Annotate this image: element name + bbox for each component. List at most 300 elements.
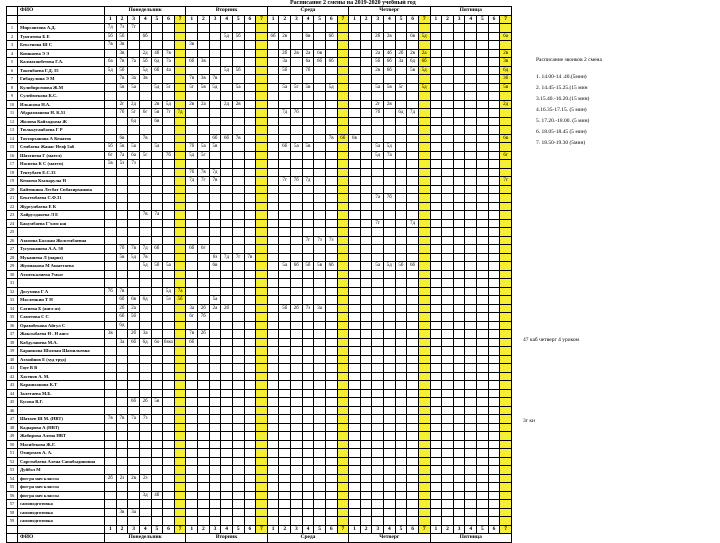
lesson-cell <box>407 287 419 296</box>
lesson-cell <box>430 466 442 475</box>
lesson-cell <box>442 92 454 101</box>
lesson-cell <box>163 219 175 228</box>
lesson-cell <box>372 500 384 509</box>
lesson-cell <box>116 194 128 203</box>
lesson-cell <box>453 236 465 245</box>
lesson-cell <box>442 143 454 152</box>
lesson-cell <box>267 457 279 466</box>
lesson-cell <box>349 457 361 466</box>
row-number: 54 <box>7 474 18 483</box>
teacher-row <box>7 160 512 169</box>
lesson-cell <box>384 398 396 407</box>
lesson-cell: 7г <box>198 177 210 186</box>
lesson-cell <box>477 270 489 279</box>
lesson-cell <box>151 457 163 466</box>
lesson-cell <box>116 355 128 364</box>
lesson-cell <box>314 194 326 203</box>
lesson-cell <box>221 347 233 356</box>
lesson-cell <box>174 313 186 322</box>
teacher-row <box>7 398 512 407</box>
lesson-cell <box>430 66 442 75</box>
lesson-cell <box>372 483 384 492</box>
lesson-cell <box>163 202 175 211</box>
lesson-cell <box>372 117 384 126</box>
lesson-cell <box>477 32 489 41</box>
lesson-cell <box>267 415 279 424</box>
lesson-cell <box>139 83 151 92</box>
row-number: 49 <box>7 432 18 441</box>
lesson-cell <box>349 219 361 228</box>
lesson-cell <box>384 338 396 347</box>
lesson-cell <box>116 262 128 271</box>
lesson-cell <box>291 75 303 84</box>
lesson-cell: 5б <box>105 143 117 152</box>
lesson-cell: 5б <box>279 304 291 313</box>
lesson-cell <box>360 58 372 67</box>
lesson-cell <box>477 177 489 186</box>
lesson-cell <box>128 355 140 364</box>
lesson-cell <box>116 372 128 381</box>
row-number: 22 <box>7 202 18 211</box>
lesson-cell <box>384 304 396 313</box>
lesson-cell <box>500 338 512 347</box>
lesson-cell <box>291 423 303 432</box>
lesson-cell <box>279 270 291 279</box>
lesson-cell <box>453 32 465 41</box>
lesson-cell <box>128 287 140 296</box>
lesson-cell <box>267 313 279 322</box>
lesson-cell <box>384 126 396 135</box>
lesson-cell <box>221 151 233 160</box>
lesson-cell <box>430 406 442 415</box>
lesson-cell <box>500 202 512 211</box>
row-number: 8 <box>7 83 18 92</box>
lesson-cell <box>314 185 326 194</box>
lesson-cell <box>221 117 233 126</box>
lesson-cell <box>325 338 337 347</box>
lesson-cell <box>442 219 454 228</box>
lesson-cell: 6а <box>128 151 140 160</box>
lesson-cell: 5д <box>372 151 384 160</box>
row-number: 44 <box>7 389 18 398</box>
lesson-cell <box>174 92 186 101</box>
lesson-cell <box>232 406 244 415</box>
lesson-cell <box>372 92 384 101</box>
lesson-cell <box>209 41 221 50</box>
bell-item: 7. 18.50-19.30 (5мин) <box>536 140 586 146</box>
lesson-cell <box>325 151 337 160</box>
lesson-cell <box>337 270 349 279</box>
lesson-cell <box>163 440 175 449</box>
lesson-cell <box>302 440 314 449</box>
lesson-cell <box>139 466 151 475</box>
lesson-cell <box>430 330 442 339</box>
lesson-cell <box>174 270 186 279</box>
lesson-cell <box>267 245 279 254</box>
lesson-cell <box>477 143 489 152</box>
lesson-cell <box>314 24 326 33</box>
lesson-cell <box>465 491 477 500</box>
lesson-cell <box>244 517 256 526</box>
lesson-cell <box>163 75 175 84</box>
lesson-cell <box>477 134 489 143</box>
lesson-cell <box>372 126 384 135</box>
lesson-cell <box>325 304 337 313</box>
lesson-cell <box>430 440 442 449</box>
lesson-cell <box>244 219 256 228</box>
lesson-cell <box>395 287 407 296</box>
lesson-cell <box>465 185 477 194</box>
lesson-cell: 6г <box>198 245 210 254</box>
lesson-cell <box>465 313 477 322</box>
lesson-cell: 6б <box>267 32 279 41</box>
lesson-cell <box>128 466 140 475</box>
lesson-cell <box>325 117 337 126</box>
lesson-cell <box>360 117 372 126</box>
teacher-name: Дуйбол М <box>18 466 105 475</box>
lesson-cell <box>186 508 198 517</box>
lesson-cell <box>279 160 291 169</box>
row-number: 28 <box>7 253 18 262</box>
lesson-cell <box>186 398 198 407</box>
lesson-cell <box>186 279 198 288</box>
lesson-cell <box>465 466 477 475</box>
lesson-cell <box>430 126 442 135</box>
lesson-cell <box>325 406 337 415</box>
lesson-cell <box>221 432 233 441</box>
lesson-cell <box>267 100 279 109</box>
lesson-cell: 2в <box>372 66 384 75</box>
lesson-cell <box>267 338 279 347</box>
lesson-cell <box>186 160 198 169</box>
lesson-cell <box>430 423 442 432</box>
lesson-cell <box>360 423 372 432</box>
lesson-cell <box>372 24 384 33</box>
lesson-cell <box>500 92 512 101</box>
lesson-cell <box>360 245 372 254</box>
lesson-cell <box>279 372 291 381</box>
lesson-cell <box>407 355 419 364</box>
teacher-name <box>18 279 105 288</box>
lesson-cell <box>430 508 442 517</box>
lesson-cell <box>256 92 268 101</box>
lesson-cell <box>418 466 430 475</box>
lesson-cell <box>337 177 349 186</box>
lesson-cell <box>139 313 151 322</box>
lesson-cell <box>360 92 372 101</box>
lesson-cell <box>221 406 233 415</box>
lesson-cell <box>337 109 349 118</box>
lesson-cell <box>465 177 477 186</box>
lesson-cell <box>384 432 396 441</box>
lesson-cell <box>314 83 326 92</box>
teacher-row <box>7 58 512 67</box>
lesson-cell <box>395 449 407 458</box>
lesson-cell <box>139 500 151 509</box>
lesson-cell <box>488 228 500 237</box>
lesson-cell <box>360 500 372 509</box>
lesson-cell: 7б <box>163 151 175 160</box>
lesson-cell <box>291 279 303 288</box>
lesson-cell <box>198 491 210 500</box>
lesson-cell: 7д <box>174 109 186 118</box>
row-number: 14 <box>7 134 18 143</box>
lesson-cell <box>302 270 314 279</box>
lesson-cell <box>442 347 454 356</box>
lesson-cell <box>139 202 151 211</box>
lesson-cell <box>186 66 198 75</box>
lesson-cell <box>442 66 454 75</box>
lesson-cell <box>151 415 163 424</box>
lesson-cell <box>105 389 117 398</box>
lesson-cell <box>174 500 186 509</box>
teacher-name: Жабирова Алена НВТ <box>18 432 105 441</box>
lesson-cell <box>395 364 407 373</box>
lesson-cell <box>453 202 465 211</box>
lesson-cell <box>384 364 396 373</box>
lesson-cell <box>291 245 303 254</box>
lesson-cell <box>209 364 221 373</box>
lesson-cell <box>465 245 477 254</box>
lesson-cell <box>221 355 233 364</box>
lesson-cell <box>337 92 349 101</box>
lesson-cell <box>360 66 372 75</box>
lesson-cell <box>128 491 140 500</box>
lesson-cell <box>209 457 221 466</box>
lesson-cell <box>488 24 500 33</box>
bottom-period: 6 <box>488 525 500 534</box>
lesson-cell <box>453 245 465 254</box>
lesson-cell <box>477 338 489 347</box>
lesson-cell <box>291 236 303 245</box>
bottom-period: 4 <box>465 525 477 534</box>
lesson-cell <box>477 202 489 211</box>
lesson-cell <box>418 457 430 466</box>
lesson-cell <box>442 415 454 424</box>
lesson-cell <box>488 364 500 373</box>
teacher-name: Бексенова Ш С <box>18 41 105 50</box>
lesson-cell <box>395 483 407 492</box>
lesson-cell <box>302 109 314 118</box>
lesson-cell: 7б <box>302 66 314 75</box>
lesson-cell <box>418 517 430 526</box>
lesson-cell <box>209 372 221 381</box>
lesson-cell <box>221 58 233 67</box>
lesson-cell <box>349 338 361 347</box>
lesson-cell <box>384 109 396 118</box>
lesson-cell <box>244 32 256 41</box>
lesson-cell <box>128 211 140 220</box>
lesson-cell <box>477 219 489 228</box>
lesson-cell <box>488 517 500 526</box>
lesson-cell <box>442 262 454 271</box>
lesson-cell <box>291 474 303 483</box>
lesson-cell <box>209 160 221 169</box>
lesson-cell <box>418 347 430 356</box>
teacher-name: Сагиева Б (англ яз) <box>18 304 105 313</box>
lesson-cell <box>279 457 291 466</box>
lesson-cell <box>407 211 419 220</box>
lesson-cell <box>477 440 489 449</box>
lesson-cell <box>453 109 465 118</box>
lesson-cell <box>453 24 465 33</box>
bottom-period: 7 <box>174 525 186 534</box>
lesson-cell <box>372 423 384 432</box>
lesson-cell <box>430 262 442 271</box>
lesson-cell <box>325 398 337 407</box>
teacher-name: Тунгатова Б Е <box>18 32 105 41</box>
lesson-cell <box>500 41 512 50</box>
lesson-cell <box>325 211 337 220</box>
lesson-cell <box>174 126 186 135</box>
lesson-cell <box>151 381 163 390</box>
lesson-cell <box>488 270 500 279</box>
lesson-cell <box>209 355 221 364</box>
lesson-cell <box>337 262 349 271</box>
lesson-cell <box>325 279 337 288</box>
lesson-cell <box>244 134 256 143</box>
lesson-cell <box>360 440 372 449</box>
lesson-cell <box>244 83 256 92</box>
teacher-name: Оразибекова Айгул С <box>18 321 105 330</box>
lesson-cell <box>174 177 186 186</box>
teacher-name: Бусова В.Г. <box>18 398 105 407</box>
teacher-row <box>7 313 512 322</box>
lesson-cell <box>453 151 465 160</box>
lesson-cell <box>291 491 303 500</box>
lesson-cell: 7в <box>163 49 175 58</box>
lesson-cell <box>477 517 489 526</box>
lesson-cell <box>279 75 291 84</box>
lesson-cell <box>349 143 361 152</box>
lesson-cell <box>314 474 326 483</box>
lesson-cell <box>244 347 256 356</box>
lesson-cell <box>500 321 512 330</box>
lesson-cell <box>139 160 151 169</box>
lesson-cell <box>302 185 314 194</box>
lesson-cell <box>384 466 396 475</box>
lesson-cell <box>349 389 361 398</box>
lesson-cell <box>163 143 175 152</box>
lesson-cell <box>232 321 244 330</box>
lesson-cell <box>232 245 244 254</box>
lesson-cell <box>384 372 396 381</box>
lesson-cell <box>116 202 128 211</box>
lesson-cell <box>500 491 512 500</box>
lesson-cell <box>267 508 279 517</box>
lesson-cell <box>209 270 221 279</box>
lesson-cell <box>360 168 372 177</box>
lesson-cell: 7д <box>221 253 233 262</box>
lesson-cell <box>163 330 175 339</box>
lesson-cell <box>244 66 256 75</box>
lesson-cell <box>325 517 337 526</box>
lesson-cell <box>337 160 349 169</box>
lesson-cell <box>186 262 198 271</box>
lesson-cell <box>232 168 244 177</box>
lesson-cell <box>430 160 442 169</box>
lesson-cell <box>267 262 279 271</box>
lesson-cell <box>314 406 326 415</box>
lesson-cell <box>314 500 326 509</box>
row-number: 31 <box>7 279 18 288</box>
teacher-row <box>7 508 512 517</box>
lesson-cell <box>128 270 140 279</box>
lesson-cell <box>256 500 268 509</box>
lesson-cell <box>186 517 198 526</box>
lesson-cell <box>244 270 256 279</box>
lesson-cell <box>395 330 407 339</box>
lesson-cell <box>360 398 372 407</box>
lesson-cell <box>267 228 279 237</box>
lesson-cell <box>477 321 489 330</box>
lesson-cell <box>314 202 326 211</box>
lesson-cell <box>488 338 500 347</box>
lesson-cell <box>384 160 396 169</box>
lesson-cell <box>198 41 210 50</box>
teacher-row <box>7 330 512 339</box>
lesson-cell <box>360 491 372 500</box>
lesson-cell: 5г <box>186 83 198 92</box>
lesson-cell <box>314 381 326 390</box>
lesson-cell <box>163 236 175 245</box>
lesson-cell <box>174 117 186 126</box>
lesson-cell <box>418 24 430 33</box>
lesson-cell <box>477 406 489 415</box>
lesson-cell <box>314 211 326 220</box>
lesson-cell <box>349 432 361 441</box>
lesson-cell <box>488 398 500 407</box>
lesson-cell <box>442 474 454 483</box>
lesson-cell <box>360 449 372 458</box>
lesson-cell <box>244 168 256 177</box>
row-number: 34 <box>7 304 18 313</box>
lesson-cell <box>291 296 303 305</box>
lesson-cell <box>325 228 337 237</box>
lesson-cell <box>302 202 314 211</box>
teacher-row <box>7 483 512 492</box>
lesson-cell <box>465 483 477 492</box>
lesson-cell <box>151 296 163 305</box>
lesson-cell <box>244 287 256 296</box>
lesson-cell <box>163 381 175 390</box>
lesson-cell <box>360 100 372 109</box>
lesson-cell <box>221 398 233 407</box>
lesson-cell: 5а <box>198 143 210 152</box>
lesson-cell <box>465 24 477 33</box>
lesson-cell <box>477 296 489 305</box>
lesson-cell <box>267 134 279 143</box>
lesson-cell <box>128 279 140 288</box>
top-day-3: Среда <box>267 7 348 16</box>
lesson-cell <box>384 355 396 364</box>
lesson-cell <box>302 151 314 160</box>
lesson-cell <box>395 415 407 424</box>
lesson-cell: 6б <box>325 58 337 67</box>
lesson-cell <box>418 160 430 169</box>
lesson-cell <box>418 117 430 126</box>
lesson-cell <box>418 211 430 220</box>
lesson-cell <box>302 500 314 509</box>
lesson-cell <box>174 466 186 475</box>
row-number: 51 <box>7 449 18 458</box>
lesson-cell <box>465 236 477 245</box>
lesson-cell <box>453 75 465 84</box>
lesson-cell <box>256 287 268 296</box>
lesson-cell <box>337 32 349 41</box>
top-period: 7 <box>174 15 186 24</box>
lesson-cell <box>174 483 186 492</box>
